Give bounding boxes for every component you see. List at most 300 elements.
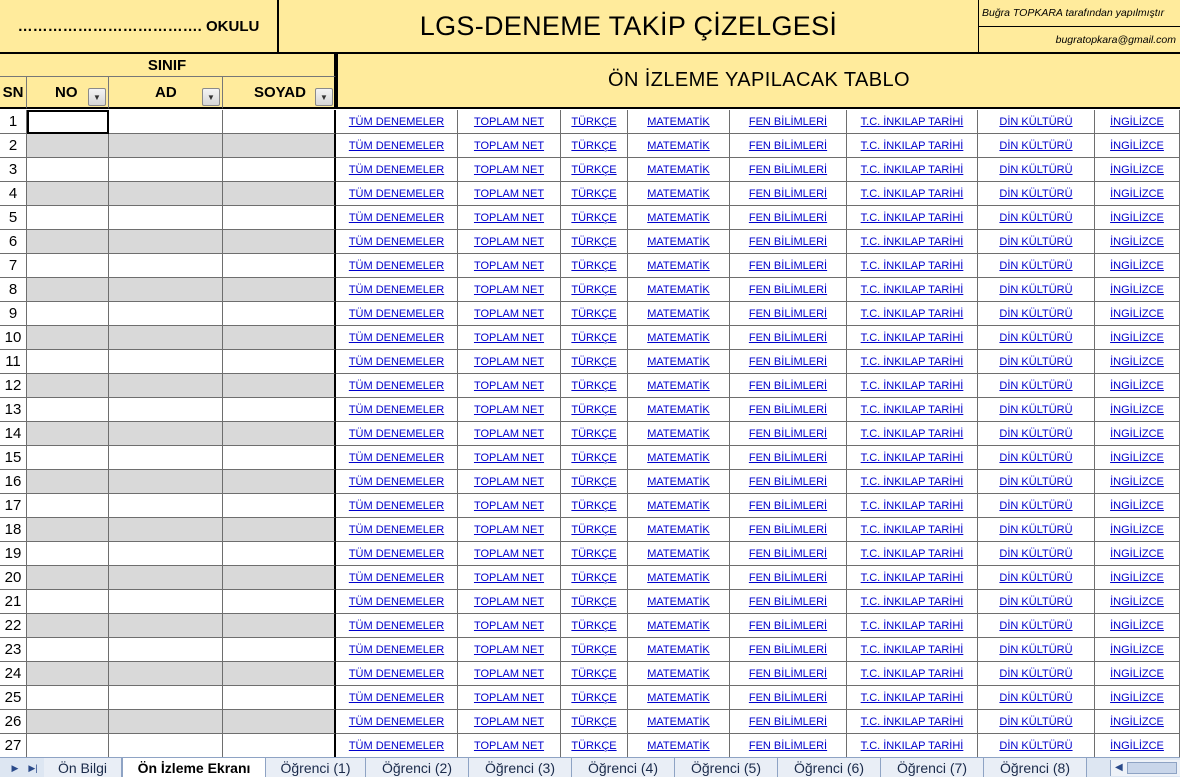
preview-link[interactable]: MATEMATİK [628,662,730,686]
sheet-tab[interactable]: Öğrenci (3) [469,758,572,777]
preview-link[interactable]: TÜM DENEMELER [336,230,458,254]
student-name-cell[interactable] [109,470,223,494]
sheet-tab[interactable]: Öğrenci (4) [572,758,675,777]
student-name-cell[interactable] [109,422,223,446]
preview-link[interactable]: MATEMATİK [628,590,730,614]
preview-link[interactable]: FEN BİLİMLERİ [730,614,847,638]
preview-link[interactable]: İNGİLİZCE [1095,614,1180,638]
student-name-cell[interactable] [109,206,223,230]
preview-link[interactable]: TÜM DENEMELER [336,326,458,350]
preview-link[interactable]: TOPLAM NET [458,350,561,374]
preview-link[interactable]: MATEMATİK [628,110,730,134]
sheet-tab[interactable]: Öğrenci (2) [366,758,469,777]
preview-link[interactable]: TÜM DENEMELER [336,422,458,446]
preview-link[interactable]: FEN BİLİMLERİ [730,734,847,757]
preview-link[interactable]: TÜRKÇE [561,686,628,710]
preview-link[interactable]: İNGİLİZCE [1095,398,1180,422]
preview-link[interactable]: İNGİLİZCE [1095,662,1180,686]
preview-link[interactable]: FEN BİLİMLERİ [730,350,847,374]
preview-link[interactable]: TÜRKÇE [561,374,628,398]
student-surname-cell[interactable] [223,158,336,182]
preview-link[interactable]: DİN KÜLTÜRÜ [978,350,1095,374]
ad-filter-icon[interactable]: ▼ [202,88,220,106]
preview-link[interactable]: TÜRKÇE [561,614,628,638]
student-surname-cell[interactable] [223,638,336,662]
preview-link[interactable]: İNGİLİZCE [1095,470,1180,494]
preview-link[interactable]: DİN KÜLTÜRÜ [978,158,1095,182]
preview-link[interactable]: İNGİLİZCE [1095,158,1180,182]
preview-link[interactable]: MATEMATİK [628,134,730,158]
preview-link[interactable]: DİN KÜLTÜRÜ [978,446,1095,470]
scroll-left-icon[interactable]: ◀ [1115,762,1123,773]
preview-link[interactable]: TOPLAM NET [458,686,561,710]
student-no-cell[interactable] [27,542,109,566]
preview-link[interactable]: MATEMATİK [628,710,730,734]
student-name-cell[interactable] [109,278,223,302]
preview-link[interactable]: TÜM DENEMELER [336,158,458,182]
preview-link[interactable]: TÜRKÇE [561,206,628,230]
preview-link[interactable]: TOPLAM NET [458,734,561,757]
student-name-cell[interactable] [109,542,223,566]
student-surname-cell[interactable] [223,110,336,134]
preview-link[interactable]: TÜRKÇE [561,182,628,206]
preview-link[interactable]: İNGİLİZCE [1095,566,1180,590]
student-surname-cell[interactable] [223,374,336,398]
preview-link[interactable]: FEN BİLİMLERİ [730,422,847,446]
preview-link[interactable]: FEN BİLİMLERİ [730,542,847,566]
preview-link[interactable]: TÜRKÇE [561,326,628,350]
preview-link[interactable]: MATEMATİK [628,302,730,326]
student-no-cell[interactable] [27,398,109,422]
preview-link[interactable]: TÜRKÇE [561,230,628,254]
preview-link[interactable]: FEN BİLİMLERİ [730,182,847,206]
preview-link[interactable]: TOPLAM NET [458,710,561,734]
student-no-cell[interactable] [27,446,109,470]
student-surname-cell[interactable] [223,686,336,710]
student-no-cell[interactable] [27,590,109,614]
student-surname-cell[interactable] [223,422,336,446]
preview-link[interactable]: TOPLAM NET [458,110,561,134]
preview-link[interactable]: İNGİLİZCE [1095,734,1180,757]
preview-link[interactable]: FEN BİLİMLERİ [730,662,847,686]
student-name-cell[interactable] [109,134,223,158]
preview-link[interactable]: İNGİLİZCE [1095,350,1180,374]
preview-link[interactable]: T.C. İNKILAP TARİHİ [847,614,978,638]
preview-link[interactable]: TOPLAM NET [458,134,561,158]
student-no-cell[interactable] [27,734,109,757]
preview-link[interactable]: TÜM DENEMELER [336,710,458,734]
preview-link[interactable]: T.C. İNKILAP TARİHİ [847,542,978,566]
preview-link[interactable]: DİN KÜLTÜRÜ [978,278,1095,302]
student-no-cell[interactable] [27,278,109,302]
preview-link[interactable]: FEN BİLİMLERİ [730,254,847,278]
preview-link[interactable]: T.C. İNKILAP TARİHİ [847,110,978,134]
student-name-cell[interactable] [109,182,223,206]
preview-link[interactable]: TOPLAM NET [458,542,561,566]
student-surname-cell[interactable] [223,398,336,422]
preview-link[interactable]: TÜRKÇE [561,734,628,757]
student-name-cell[interactable] [109,302,223,326]
preview-link[interactable]: TÜM DENEMELER [336,278,458,302]
student-name-cell[interactable] [109,254,223,278]
preview-link[interactable]: T.C. İNKILAP TARİHİ [847,230,978,254]
preview-link[interactable]: TÜM DENEMELER [336,686,458,710]
student-name-cell[interactable] [109,326,223,350]
student-surname-cell[interactable] [223,734,336,757]
student-surname-cell[interactable] [223,542,336,566]
preview-link[interactable]: DİN KÜLTÜRÜ [978,374,1095,398]
student-surname-cell[interactable] [223,350,336,374]
preview-link[interactable]: FEN BİLİMLERİ [730,710,847,734]
preview-link[interactable]: TÜRKÇE [561,398,628,422]
sheet-tab[interactable]: Ön Bilgi [44,758,122,777]
preview-link[interactable]: FEN BİLİMLERİ [730,518,847,542]
sheet-tab[interactable]: Öğrenci (7) [881,758,984,777]
preview-link[interactable]: TOPLAM NET [458,614,561,638]
student-surname-cell[interactable] [223,302,336,326]
preview-link[interactable]: DİN KÜLTÜRÜ [978,422,1095,446]
preview-link[interactable]: TÜRKÇE [561,662,628,686]
student-no-cell[interactable] [27,494,109,518]
preview-link[interactable]: TÜM DENEMELER [336,446,458,470]
preview-link[interactable]: MATEMATİK [628,494,730,518]
preview-link[interactable]: TÜRKÇE [561,590,628,614]
student-name-cell[interactable] [109,710,223,734]
preview-link[interactable]: FEN BİLİMLERİ [730,110,847,134]
preview-link[interactable]: TÜRKÇE [561,302,628,326]
preview-link[interactable]: DİN KÜLTÜRÜ [978,662,1095,686]
school-name-cell[interactable]: ………………………………. OKULU [0,0,279,54]
student-no-cell[interactable] [27,182,109,206]
preview-link[interactable]: İNGİLİZCE [1095,542,1180,566]
student-surname-cell[interactable] [223,614,336,638]
horizontal-scrollbar[interactable] [1110,760,1180,776]
preview-link[interactable]: DİN KÜLTÜRÜ [978,470,1095,494]
student-name-cell[interactable] [109,350,223,374]
student-no-cell[interactable] [27,158,109,182]
student-no-cell[interactable] [27,710,109,734]
student-surname-cell[interactable] [223,326,336,350]
student-name-cell[interactable] [109,110,223,134]
preview-link[interactable]: İNGİLİZCE [1095,206,1180,230]
next-tab-icon[interactable]: ▶ [11,762,19,773]
preview-link[interactable]: T.C. İNKILAP TARİHİ [847,686,978,710]
preview-link[interactable]: FEN BİLİMLERİ [730,326,847,350]
preview-link[interactable]: İNGİLİZCE [1095,326,1180,350]
preview-link[interactable]: MATEMATİK [628,446,730,470]
preview-link[interactable]: TÜRKÇE [561,638,628,662]
preview-link[interactable]: TÜRKÇE [561,710,628,734]
preview-link[interactable]: TÜM DENEMELER [336,206,458,230]
student-surname-cell[interactable] [223,206,336,230]
student-name-cell[interactable] [109,518,223,542]
preview-link[interactable]: TÜRKÇE [561,134,628,158]
preview-link[interactable]: TÜRKÇE [561,494,628,518]
student-name-cell[interactable] [109,566,223,590]
preview-link[interactable]: İNGİLİZCE [1095,710,1180,734]
preview-link[interactable]: TÜM DENEMELER [336,374,458,398]
preview-link[interactable]: T.C. İNKILAP TARİHİ [847,278,978,302]
preview-link[interactable]: TOPLAM NET [458,590,561,614]
student-name-cell[interactable] [109,158,223,182]
preview-link[interactable]: İNGİLİZCE [1095,254,1180,278]
preview-link[interactable]: FEN BİLİMLERİ [730,134,847,158]
preview-link[interactable]: MATEMATİK [628,614,730,638]
preview-link[interactable]: MATEMATİK [628,686,730,710]
preview-link[interactable]: MATEMATİK [628,398,730,422]
student-surname-cell[interactable] [223,662,336,686]
student-no-cell[interactable] [27,470,109,494]
preview-link[interactable]: FEN BİLİMLERİ [730,446,847,470]
preview-link[interactable]: TÜM DENEMELER [336,566,458,590]
preview-link[interactable]: TÜM DENEMELER [336,662,458,686]
preview-link[interactable]: T.C. İNKILAP TARİHİ [847,422,978,446]
preview-link[interactable]: DİN KÜLTÜRÜ [978,614,1095,638]
preview-link[interactable]: TÜM DENEMELER [336,398,458,422]
preview-link[interactable]: MATEMATİK [628,470,730,494]
preview-link[interactable]: FEN BİLİMLERİ [730,230,847,254]
preview-link[interactable]: TÜRKÇE [561,422,628,446]
student-name-cell[interactable] [109,614,223,638]
preview-link[interactable]: DİN KÜLTÜRÜ [978,734,1095,757]
no-filter-icon[interactable]: ▼ [88,88,106,106]
preview-link[interactable]: DİN KÜLTÜRÜ [978,686,1095,710]
student-name-cell[interactable] [109,662,223,686]
preview-link[interactable]: MATEMATİK [628,278,730,302]
student-no-cell[interactable] [27,614,109,638]
preview-link[interactable]: MATEMATİK [628,182,730,206]
preview-link[interactable]: TÜM DENEMELER [336,302,458,326]
preview-link[interactable]: İNGİLİZCE [1095,638,1180,662]
student-no-cell[interactable] [27,638,109,662]
preview-link[interactable]: TOPLAM NET [458,326,561,350]
student-no-cell[interactable] [27,110,109,134]
preview-link[interactable]: T.C. İNKILAP TARİHİ [847,662,978,686]
preview-link[interactable]: DİN KÜLTÜRÜ [978,326,1095,350]
preview-link[interactable]: TÜM DENEMELER [336,590,458,614]
student-no-cell[interactable] [27,230,109,254]
preview-link[interactable]: TOPLAM NET [458,374,561,398]
preview-link[interactable]: İNGİLİZCE [1095,422,1180,446]
preview-link[interactable]: T.C. İNKILAP TARİHİ [847,566,978,590]
student-surname-cell[interactable] [223,470,336,494]
student-name-cell[interactable] [109,446,223,470]
preview-link[interactable]: DİN KÜLTÜRÜ [978,206,1095,230]
preview-link[interactable]: T.C. İNKILAP TARİHİ [847,350,978,374]
preview-link[interactable]: TOPLAM NET [458,230,561,254]
preview-link[interactable]: T.C. İNKILAP TARİHİ [847,590,978,614]
preview-link[interactable]: T.C. İNKILAP TARİHİ [847,182,978,206]
preview-link[interactable]: TÜM DENEMELER [336,638,458,662]
sheet-tab[interactable]: Öğrenci (6) [778,758,881,777]
preview-link[interactable]: T.C. İNKILAP TARİHİ [847,134,978,158]
preview-link[interactable]: DİN KÜLTÜRÜ [978,398,1095,422]
preview-link[interactable]: DİN KÜLTÜRÜ [978,638,1095,662]
preview-link[interactable]: MATEMATİK [628,374,730,398]
preview-link[interactable]: TOPLAM NET [458,422,561,446]
student-name-cell[interactable] [109,686,223,710]
preview-link[interactable]: TÜRKÇE [561,278,628,302]
student-no-cell[interactable] [27,134,109,158]
preview-link[interactable]: FEN BİLİMLERİ [730,566,847,590]
preview-link[interactable]: İNGİLİZCE [1095,518,1180,542]
student-name-cell[interactable] [109,398,223,422]
preview-link[interactable]: TOPLAM NET [458,182,561,206]
preview-link[interactable]: TOPLAM NET [458,446,561,470]
preview-link[interactable]: TÜM DENEMELER [336,350,458,374]
preview-link[interactable]: TÜM DENEMELER [336,110,458,134]
preview-link[interactable]: DİN KÜLTÜRÜ [978,566,1095,590]
preview-link[interactable]: İNGİLİZCE [1095,278,1180,302]
preview-link[interactable]: TOPLAM NET [458,254,561,278]
preview-link[interactable]: İNGİLİZCE [1095,134,1180,158]
preview-link[interactable]: DİN KÜLTÜRÜ [978,494,1095,518]
preview-link[interactable]: FEN BİLİMLERİ [730,158,847,182]
preview-link[interactable]: MATEMATİK [628,638,730,662]
preview-link[interactable]: MATEMATİK [628,566,730,590]
preview-link[interactable]: TOPLAM NET [458,518,561,542]
preview-link[interactable]: İNGİLİZCE [1095,446,1180,470]
student-surname-cell[interactable] [223,566,336,590]
student-no-cell[interactable] [27,350,109,374]
preview-link[interactable]: FEN BİLİMLERİ [730,398,847,422]
preview-link[interactable]: FEN BİLİMLERİ [730,638,847,662]
student-surname-cell[interactable] [223,134,336,158]
preview-link[interactable]: FEN BİLİMLERİ [730,278,847,302]
preview-link[interactable]: İNGİLİZCE [1095,686,1180,710]
preview-link[interactable]: T.C. İNKILAP TARİHİ [847,638,978,662]
student-no-cell[interactable] [27,662,109,686]
preview-link[interactable]: TÜM DENEMELER [336,518,458,542]
soyad-filter-icon[interactable]: ▼ [315,88,333,106]
preview-link[interactable]: TÜRKÇE [561,254,628,278]
preview-link[interactable]: TOPLAM NET [458,158,561,182]
student-surname-cell[interactable] [223,518,336,542]
preview-link[interactable]: TÜRKÇE [561,158,628,182]
preview-link[interactable]: TÜRKÇE [561,566,628,590]
preview-link[interactable]: T.C. İNKILAP TARİHİ [847,374,978,398]
preview-link[interactable]: İNGİLİZCE [1095,230,1180,254]
preview-link[interactable]: İNGİLİZCE [1095,494,1180,518]
sheet-tab[interactable]: Öğrenci (1) [266,758,366,777]
preview-link[interactable]: T.C. İNKILAP TARİHİ [847,254,978,278]
preview-link[interactable]: TOPLAM NET [458,470,561,494]
preview-link[interactable]: T.C. İNKILAP TARİHİ [847,446,978,470]
preview-link[interactable]: T.C. İNKILAP TARİHİ [847,398,978,422]
preview-link[interactable]: TOPLAM NET [458,278,561,302]
preview-link[interactable]: TÜM DENEMELER [336,134,458,158]
preview-link[interactable]: FEN BİLİMLERİ [730,686,847,710]
student-no-cell[interactable] [27,374,109,398]
preview-link[interactable]: TÜRKÇE [561,542,628,566]
preview-link[interactable]: T.C. İNKILAP TARİHİ [847,470,978,494]
preview-link[interactable]: DİN KÜLTÜRÜ [978,110,1095,134]
preview-link[interactable]: FEN BİLİMLERİ [730,494,847,518]
preview-link[interactable]: TÜM DENEMELER [336,734,458,757]
preview-link[interactable]: T.C. İNKILAP TARİHİ [847,326,978,350]
student-no-cell[interactable] [27,686,109,710]
preview-link[interactable]: MATEMATİK [628,230,730,254]
student-no-cell[interactable] [27,422,109,446]
preview-link[interactable]: İNGİLİZCE [1095,182,1180,206]
preview-link[interactable]: TOPLAM NET [458,206,561,230]
scrollbar-thumb[interactable] [1127,762,1177,774]
preview-link[interactable]: MATEMATİK [628,422,730,446]
preview-link[interactable]: FEN BİLİMLERİ [730,374,847,398]
preview-link[interactable]: T.C. İNKILAP TARİHİ [847,302,978,326]
preview-link[interactable]: DİN KÜLTÜRÜ [978,518,1095,542]
preview-link[interactable]: FEN BİLİMLERİ [730,470,847,494]
preview-link[interactable]: TOPLAM NET [458,302,561,326]
preview-link[interactable]: MATEMATİK [628,734,730,757]
preview-link[interactable]: MATEMATİK [628,518,730,542]
sheet-tab[interactable]: Ön İzleme Ekranı [122,758,266,777]
preview-link[interactable]: TÜM DENEMELER [336,182,458,206]
preview-link[interactable]: TÜM DENEMELER [336,470,458,494]
preview-link[interactable]: TÜRKÇE [561,518,628,542]
preview-link[interactable]: MATEMATİK [628,326,730,350]
preview-link[interactable]: DİN KÜLTÜRÜ [978,590,1095,614]
preview-link[interactable]: TÜRKÇE [561,110,628,134]
student-surname-cell[interactable] [223,446,336,470]
student-name-cell[interactable] [109,590,223,614]
preview-link[interactable]: T.C. İNKILAP TARİHİ [847,494,978,518]
student-name-cell[interactable] [109,494,223,518]
student-surname-cell[interactable] [223,254,336,278]
student-name-cell[interactable] [109,734,223,757]
preview-link[interactable]: MATEMATİK [628,350,730,374]
preview-link[interactable]: İNGİLİZCE [1095,302,1180,326]
student-surname-cell[interactable] [223,278,336,302]
preview-link[interactable]: TÜM DENEMELER [336,254,458,278]
sheet-tab[interactable]: Öğrenci (8) [984,758,1087,777]
preview-link[interactable]: TÜRKÇE [561,446,628,470]
preview-link[interactable]: T.C. İNKILAP TARİHİ [847,206,978,230]
preview-link[interactable]: İNGİLİZCE [1095,110,1180,134]
preview-link[interactable]: TÜRKÇE [561,350,628,374]
student-no-cell[interactable] [27,206,109,230]
preview-link[interactable]: TÜM DENEMELER [336,494,458,518]
preview-link[interactable]: FEN BİLİMLERİ [730,302,847,326]
preview-link[interactable]: TOPLAM NET [458,662,561,686]
preview-link[interactable]: MATEMATİK [628,206,730,230]
student-name-cell[interactable] [109,374,223,398]
preview-link[interactable]: MATEMATİK [628,254,730,278]
preview-link[interactable]: DİN KÜLTÜRÜ [978,182,1095,206]
student-no-cell[interactable] [27,566,109,590]
student-surname-cell[interactable] [223,494,336,518]
preview-link[interactable]: TÜM DENEMELER [336,542,458,566]
student-surname-cell[interactable] [223,182,336,206]
preview-link[interactable]: T.C. İNKILAP TARİHİ [847,518,978,542]
preview-link[interactable]: DİN KÜLTÜRÜ [978,134,1095,158]
preview-link[interactable]: DİN KÜLTÜRÜ [978,542,1095,566]
student-no-cell[interactable] [27,254,109,278]
student-name-cell[interactable] [109,230,223,254]
last-tab-icon[interactable]: ▶| [28,762,38,773]
preview-link[interactable]: DİN KÜLTÜRÜ [978,302,1095,326]
student-surname-cell[interactable] [223,710,336,734]
preview-link[interactable]: FEN BİLİMLERİ [730,590,847,614]
student-name-cell[interactable] [109,638,223,662]
student-no-cell[interactable] [27,302,109,326]
preview-link[interactable]: T.C. İNKILAP TARİHİ [847,734,978,757]
sheet-tab[interactable]: Öğrenci (5) [675,758,778,777]
preview-link[interactable]: TOPLAM NET [458,638,561,662]
preview-link[interactable]: TÜM DENEMELER [336,614,458,638]
student-no-cell[interactable] [27,326,109,350]
preview-link[interactable]: TOPLAM NET [458,494,561,518]
